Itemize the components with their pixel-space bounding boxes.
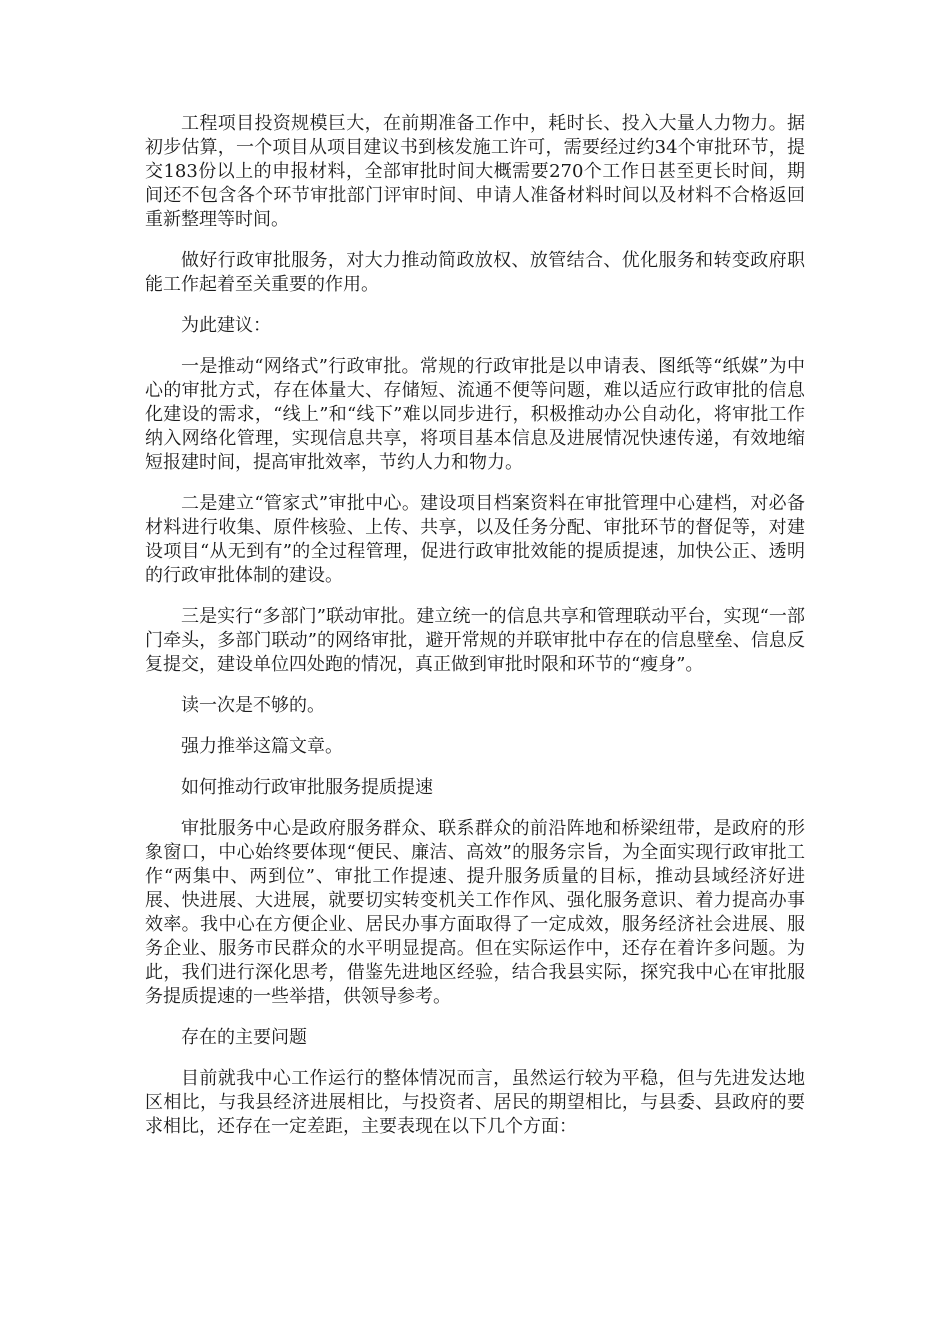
- paragraph-suggestions-intro: 为此建议：: [181, 315, 271, 336]
- paragraph-current-situation: 目前就我中心工作运行的整体情况而言，虽然运行较为平稳，但与先进发达地区相比，与我县经济进展相比，与投资者、居民的期望相比，与县委、县政府的要求相比，还存在一定差距，主要表现在以下几个方面：: [145, 1068, 805, 1137]
- paragraph-approval-importance: 做好行政审批服务，对大力推动简政放权、放管结合、优化服务和转变政府职能工作起着至关重要的作用。: [145, 250, 805, 295]
- section-heading-problems: 存在的主要问题: [181, 1027, 307, 1048]
- section-heading-how-to: 如何推动行政审批服务提质提速: [181, 777, 433, 798]
- paragraph-suggestion-1: 一是推动“网络式”行政审批。常规的行政审批是以申请表、图纸等“纸媒”为中心的审批方式，存在体量大、存储短、流通不便等问题，难以适应行政审批的信息化建设的需求，“线上”和“线下”难以同步进行，积极推动办公自动化，将审批工作纳入网络化管理，实现信息共享，将项目基本信息及进展情况快速传递，有效地缩短报建时间，提高审批效率，节约人力和物力。: [145, 356, 805, 473]
- paragraph-investment-scale: 工程项目投资规模巨大，在前期准备工作中，耗时长、投入大量人力物力。据初步估算，一个项目从项目建议书到核发施工许可，需要经过约34个审批环节，提交183份以上的申报材料，全部审批时间大概需要270个工作日甚至更长时间，期间还不包含各个环节审批部门评审时间、申请人准备材料时间以及材料不合格返回重新整理等时间。: [145, 113, 805, 230]
- paragraph-recommend: 强力推举这篇文章。: [181, 736, 343, 757]
- paragraph-read-once: 读一次是不够的。: [181, 695, 325, 716]
- paragraph-service-center: 审批服务中心是政府服务群众、联系群众的前沿阵地和桥梁纽带，是政府的形象窗口，中心始终要体现“便民、廉洁、高效”的服务宗旨，为全面实现行政审批工作“两集中、两到位”、审批工作提速、提升服务质量的目标，推动县域经济好进展、快进展、大进展，就要切实转变机关工作作风、强化服务意识、着力提高办事效率。我中心在方便企业、居民办事方面取得了一定成效，服务经济社会进展、服务企业、服务市民群众的水平明显提高。但在实际运作中，还存在着许多问题。为此，我们进行深化思考，借鉴先进地区经验，结合我县实际，探究我中心在审批服务提质提速的一些举措，供领导参考。: [145, 818, 805, 1007]
- paragraph-suggestion-3: 三是实行“多部门”联动审批。建立统一的信息共享和管理联动平台，实现“一部门牵头，多部门联动”的网络审批，避开常规的并联审批中存在的信息壁垒、信息反复提交，建设单位四处跑的情况，真正做到审批时限和环节的“瘦身”。: [145, 606, 805, 675]
- paragraph-suggestion-2: 二是建立“管家式”审批中心。建设项目档案资料在审批管理中心建档，对必备材料进行收集、原件核验、上传、共享，以及任务分配、审批环节的督促等，对建设项目“从无到有”的全过程管理，促进行政审批效能的提质提速，加快公正、透明的行政审批体制的建设。: [145, 493, 805, 586]
- document-body: [145, 112, 805, 1156]
